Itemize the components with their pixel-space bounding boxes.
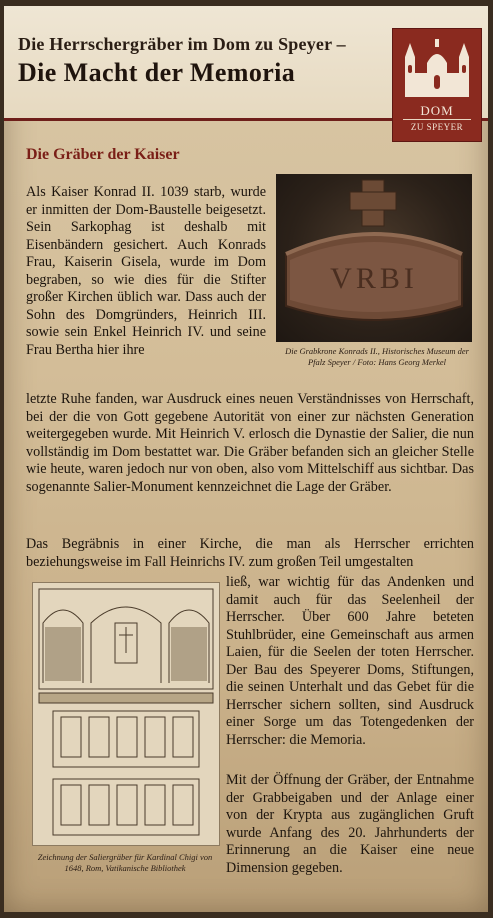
paragraph-1-wide: letzte Ruhe fanden, war Ausdruck eines neuen Verständnisses von Herrschaft, bei der die von Gott gegebene Autorität von einer zur nächsten Generation weitergegeben wurde. Mit Heinrich V. erlosch die Dynastie der Salier, die nun vollständig im Dom bestattet war. Die Gräber befanden sich an gleicher Stelle wie heute, waren jedoch nur von oben, also vom Mittelschiff aus sichtbar. Das sogenannte Salier-Monument kennzeichnet die Lage der Gräber.: [26, 391, 474, 495]
panel-title: Die Macht der Memoria: [18, 58, 296, 87]
logo-text: DOM: [420, 103, 454, 118]
section-title: Die Gräber der Kaiser: [26, 146, 180, 163]
paragraph-1-narrow: Als Kaiser Konrad II. 1039 starb, wurde er inmitten der Dom-Baustelle beigesetzt. Sein Sarkophag ist deshalb mit Eisenbändern gesichert. Auch Konrads Frau, Kaiserin Gisela, wurde im Dom begraben, so wie dies für die Stifter großer Kirchen üblich war. Dass auch der Sohn des Domgründers, Heinrich III. sowie sein Enkel Heinrich IV. und seine Frau Bertha hier ihre: [26, 184, 266, 358]
crown-inscription: VRBI: [330, 262, 418, 295]
logo-divider: [403, 119, 471, 120]
tomb-drawing: [32, 582, 220, 846]
crown-photo: [276, 174, 472, 342]
drawing-caption: Zeichnung der Saliergräber für Kardinal Chigi von 1648, Rom, Vatikanische Bibliothek: [37, 852, 213, 873]
logo-city: ZU SPEYER: [410, 122, 464, 132]
dom-speyer-logo: [392, 28, 482, 142]
paragraph-3: Mit der Öffnung der Gräber, der Entnahme der Grabbeigaben und der Anlage einer von der Krypta aus zugänglichen Gruft wurde Anfang des 20. Jahrhunderts der Erinnerung an die Kaiser eine neue Dimension gegeben.: [226, 772, 474, 876]
crown-caption: Die Grabkrone Konrads II., Historisches Museum der Pfalz Speyer / Foto: Hans Georg Merkel: [285, 346, 469, 367]
paragraph-2-narrow: ließ, war wichtig für das Andenken und damit auch für das Seelenheil der Herrscher. Über 600 Jahre beteten Stuhlbrüder, eine Gemeinschaft aus armen Laien, für die Seelen der toten Herrscher. Der Bau des Speyerer Doms, Stiftungen, die seinen Unterhalt und das Gebet für die Herrscher sichern sollten, sind Ausdruck einer Sorge um das Totengedenken der Herrscher: die Memoria.: [226, 574, 474, 748]
panel-subtitle: Die Herrschergräber im Dom zu Speyer –: [18, 34, 346, 54]
cathedral-icon: [401, 35, 473, 101]
paragraph-2-wide: Das Begräbnis in einer Kirche, die man als Herrscher errichten beziehungsweise im Fall Heinrichs IV. zum großen Teil umgestalten: [26, 536, 474, 570]
info-panel: [4, 6, 488, 912]
